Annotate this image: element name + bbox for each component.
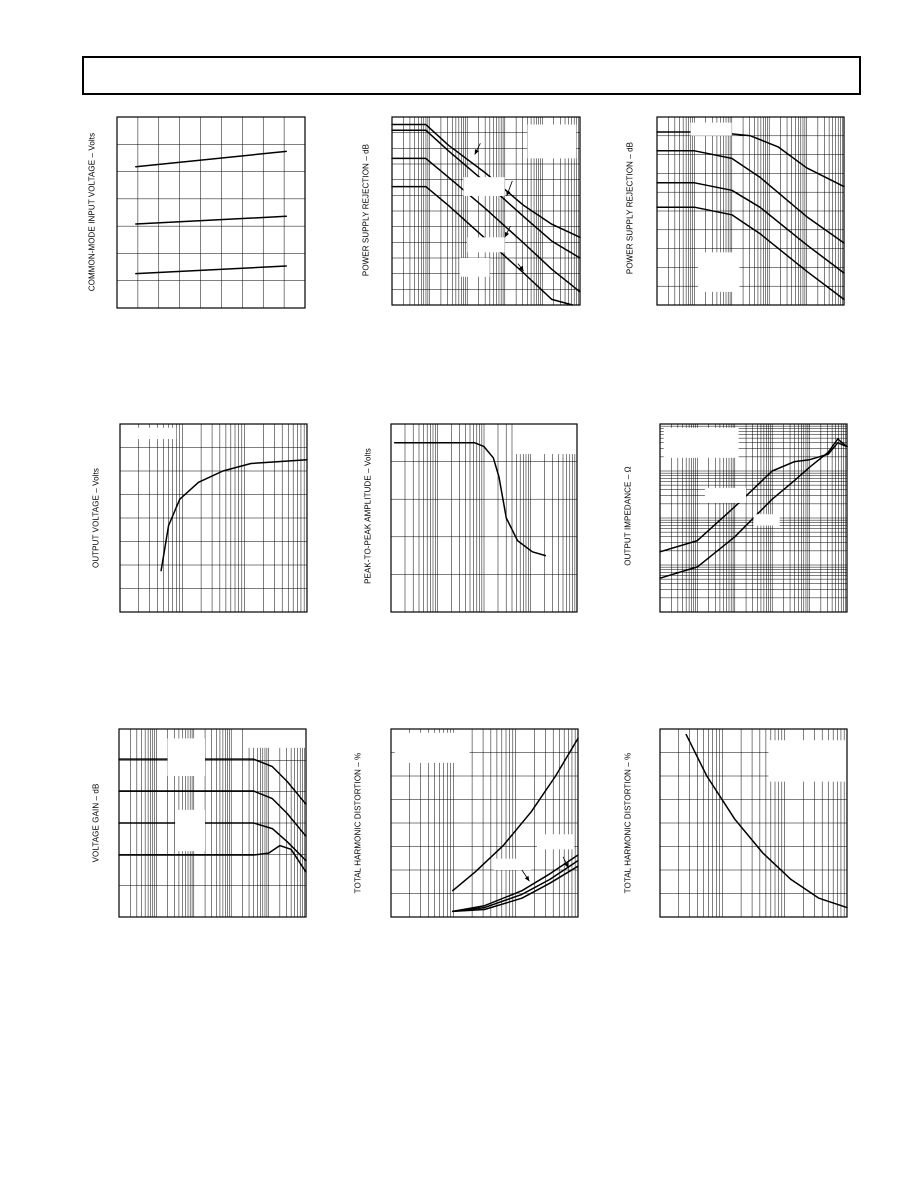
chart-7-ylabel: VOLTAGE GAIN – dB <box>91 783 101 863</box>
annotation-box-1 <box>768 740 847 781</box>
annotation-box-1 <box>698 252 739 291</box>
series-line-2 <box>660 439 847 578</box>
chart-3 <box>657 117 844 305</box>
series-line-2 <box>657 151 844 243</box>
chart-9 <box>660 729 847 917</box>
chart-6 <box>660 424 847 612</box>
chart-8 <box>391 729 578 917</box>
annotation-box-3 <box>537 834 574 849</box>
annotation-box-1 <box>514 424 577 454</box>
plot-frame <box>117 117 305 308</box>
annotation-box-1 <box>124 428 176 439</box>
chart-1-ylabel: COMMON-MODE INPUT VOLTAGE – Volts <box>87 132 97 292</box>
series-line-1 <box>161 460 307 571</box>
annotation-arrowhead-1 <box>525 876 530 881</box>
series-line-1 <box>119 759 306 804</box>
annotation-box-1 <box>168 738 205 776</box>
chart-9-ylabel: TOTAL HARMONIC DISTORTION – % <box>623 752 633 894</box>
chart-4-ylabel: OUTPUT VOLTAGE – Volts <box>91 467 101 569</box>
grid-lines <box>120 424 307 612</box>
annotation-box-1 <box>395 733 470 763</box>
annotation-box-2 <box>705 488 746 503</box>
series-line-4 <box>119 846 306 872</box>
series-line-1 <box>657 132 844 187</box>
chart-3-ylabel: POWER SUPPLY REJECTION – dB <box>625 141 635 275</box>
chart-1 <box>117 117 305 308</box>
annotation-box-4 <box>460 258 490 277</box>
annotation-box-1 <box>527 125 576 159</box>
grid-lines <box>657 117 844 305</box>
series-line-2 <box>136 216 286 224</box>
annotation-box-2 <box>691 123 732 136</box>
annotation-box-3 <box>246 729 306 748</box>
chart-5-ylabel: PEAK-TO-PEAK AMPLITUDE – Volts <box>363 448 373 584</box>
chart-8-ylabel: TOTAL HARMONIC DISTORTION – % <box>353 752 363 894</box>
series-line-4 <box>657 207 844 299</box>
series-line-2 <box>119 791 306 836</box>
annotation-box-3 <box>467 237 505 252</box>
annotation-box-3 <box>754 514 780 525</box>
grid-lines <box>117 117 305 308</box>
chart-4 <box>120 424 307 612</box>
page-header-box <box>82 56 861 95</box>
chart-2 <box>392 117 580 305</box>
series-line-3 <box>136 266 286 274</box>
series-line-1 <box>136 151 286 166</box>
annotation-box-2 <box>494 859 531 870</box>
annotation-box-2 <box>175 810 205 851</box>
chart-7 <box>119 729 306 917</box>
chart-6-ylabel: OUTPUT IMPEDANCE – Ω <box>623 466 633 566</box>
annotation-box-2 <box>463 177 504 196</box>
chart-5 <box>391 424 577 612</box>
chart-2-ylabel: POWER SUPPLY REJECTION – dB <box>361 143 371 277</box>
annotation-box-1 <box>664 428 739 458</box>
